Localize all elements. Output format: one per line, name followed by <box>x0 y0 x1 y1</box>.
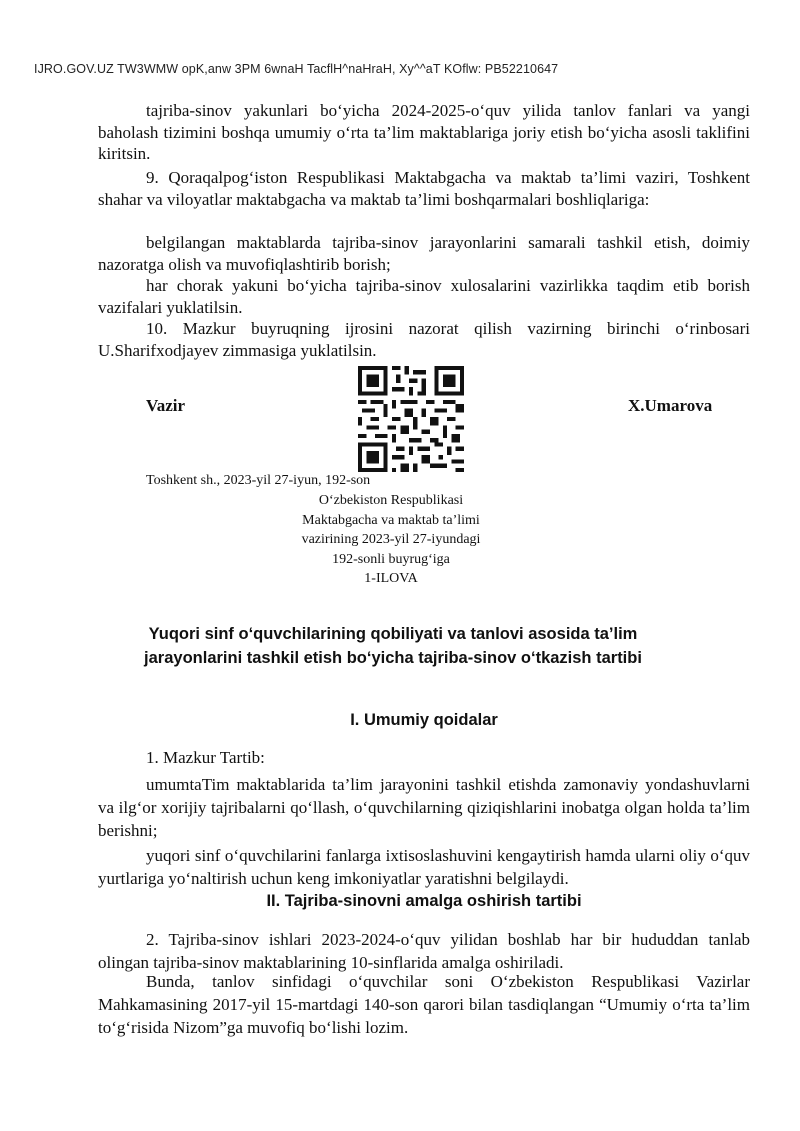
paragraph-specialization: yuqori sinf o‘quvchilarini fanlarga ixtisoslashuvini kengaytirish hamda ularni oliy o‘quv yurtlariga yo‘naltirish uchun keng imkoniyatlar yaratishni belgilaydi. <box>98 846 750 888</box>
qr-code-icon <box>358 366 464 472</box>
document-title: Yuqori sinf o‘quvchilarining qobiliyati va tanlovi asosida ta’lim jarayonlarini tashkil etish bo‘yicha tajriba-sinov o‘tkazish tartibi <box>144 625 642 667</box>
paragraph-class-size: Bunda, tanlov sinfidagi o‘quvchilar soni O‘zbekiston Respublikasi Vazirlar Mahkamasining 2017-yil 15-martdagi 140-son qarori bilan tasdiqlangan “Umumiy o‘rta ta’lim to‘g‘risida Nizom”ga muvofiq bo‘lishi lozim. <box>98 972 750 1037</box>
paragraph-item-2: 2. Tajriba-sinov ishlari 2023-2024-o‘quv yilidan boshlab har bir hududdan tanlab olingan tajriba-sinov maktablarining 10-sinflarida amalga oshiriladi. <box>98 930 750 972</box>
paragraph-modern-approaches: umumtaTim maktablarida ta’lim jarayonini tashkil etishda zamonaviy yondashuvlarni va ilg‘or xorijiy tajribalarni qo‘llash, o‘quvchilarning qiziqishlarini inobatga olgan holda ta’lim berishni; <box>98 775 750 840</box>
place-and-date: Toshkent sh., 2023-yil 27-iyun, 192-son <box>146 473 371 488</box>
signature-name: X.Umarova <box>628 396 713 415</box>
appendix-label: 1-ILOVA <box>364 571 418 586</box>
paragraph-item-1: 1. Mazkur Tartib: <box>146 748 265 767</box>
section-2-heading: II. Tajriba-sinovni amalga oshirish tartibi <box>266 892 582 910</box>
paragraph-tajriba-results: tajriba-sinov yakunlari bo‘yicha 2024-2025-o‘quv yilida tanlov fanlari va yangi baholash tizimini boshqa umumiy o‘rta ta’lim maktablariga joriy etish bo‘yicha asosli taklifini kiritsin. <box>98 101 750 163</box>
document-reference-header: IJRO.GOV.UZ TW3WMW opK,anw 3PM 6wnaH TacflH^naHraH, Xy^^aT KOflw: PB52210647 <box>34 62 559 76</box>
paragraph-item-9: 9. Qoraqalpog‘iston Respublikasi Maktabgacha va maktab ta’limi vaziri, Toshkent shahar va viloyatlar maktabgacha va maktab ta’limi boshqarmalari boshliqlariga: <box>98 168 750 209</box>
section-1-heading: I. Umumiy qoidalar <box>350 711 498 729</box>
appendix-line: Maktabgacha va maktab ta’limi <box>302 512 480 528</box>
paragraph-organize-schools: belgilangan maktablarda tajriba-sinov jarayonlarini samarali tashkil etish, doimiy nazoratga olish va muvofiqlashtirib borish; <box>98 233 750 274</box>
paragraph-item-10: 10. Mazkur buyruqning ijrosini nazorat qilish vazirning birinchi o‘rinbosari U.Sharifxodjayev zimmasiga yuklatilsin. <box>98 319 750 360</box>
signature-position: Vazir <box>146 396 186 415</box>
appendix-line: vazirining 2023-yil 27-iyundagi <box>301 532 481 547</box>
appendix-line: 192-sonli buyrug‘iga <box>332 551 450 567</box>
appendix-line: O‘zbekiston Respublikasi <box>318 493 464 508</box>
appendix-reference <box>250 491 532 589</box>
paragraph-quarterly-reports: har chorak yakuni bo‘yicha tajriba-sinov xulosalarini vazirlikka taqdim etib borish vazifalari yuklatilsin. <box>98 276 750 317</box>
